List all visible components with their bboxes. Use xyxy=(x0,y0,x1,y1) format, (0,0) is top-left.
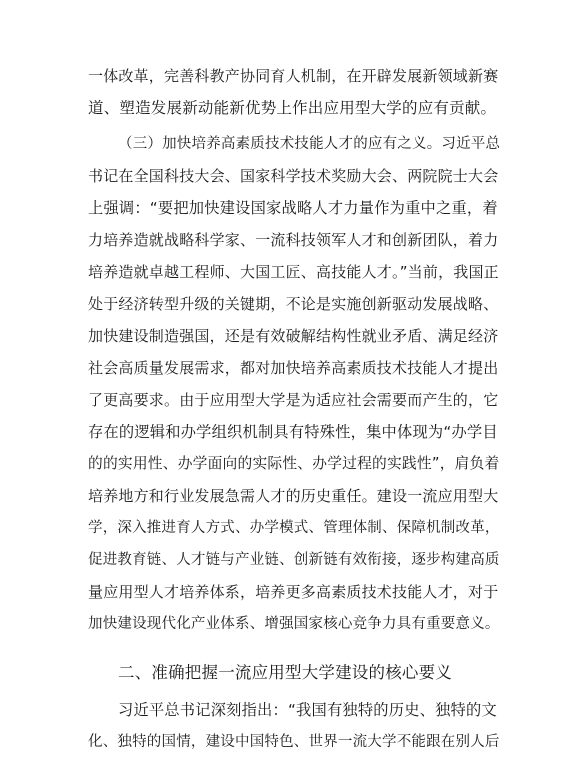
text-line: 培养造就卓越工程师、大国工匠、高技能人才。”当前，我国正 xyxy=(88,263,499,281)
text-line: 了更高要求。由于应用型大学是为适应社会需要而产生的，它 xyxy=(88,391,499,409)
text-line: （三）加快培养高素质技术技能人才的应有之义。习近平总 xyxy=(118,136,501,152)
text-line: 书记在全国科技大会、国家科学技术奖励大会、两院院士大会 xyxy=(88,167,499,185)
text-line: 的的实用性、办学面向的实际性、办学过程的实践性”，肩负着 xyxy=(88,455,500,472)
text-line: 化、独特的国情，建设中国特色、世界一流大学不能跟在别人后 xyxy=(88,734,500,750)
text-line: 加快建设制造强国，还是有效破解结构性就业矛盾、满足经济 xyxy=(88,327,499,345)
text-line: 力培养造就战略科学家、一流科技领军人才和创新团队，着力 xyxy=(88,231,499,249)
text-line: 加快建设现代化产业体系、增强国家核心竞争力具有重要意义。 xyxy=(88,616,500,632)
text-line: 上强调：“要把加快建设国家战略人才力量作为重中之重，着 xyxy=(88,199,498,217)
text-line: 一体改革，完善科教产协同育人机制，在开辟发展新领域新赛 xyxy=(88,67,499,85)
text-line: 量应用型人才培养体系，培养更多高素质技术技能人才，对于 xyxy=(88,583,499,601)
section-heading: 二、准确把握一流应用型大学建设的核心要义 xyxy=(118,663,452,682)
text-line: 处于经济转型升级的关键期，不论是实施创新驱动发展战略、 xyxy=(88,295,499,313)
text-line: 道、塑造发展新动能新优势上作出应用型大学的应有贡献。 xyxy=(88,99,497,117)
text-line: 习近平总书记深刻指出：“我国有独特的历史、独特的文 xyxy=(118,701,497,719)
text-line: 存在的逻辑和办学组织机制具有特殊性，集中体现为“办学目 xyxy=(88,423,498,441)
text-line: 培养地方和行业发展急需人才的历史重任。建设一流应用型大 xyxy=(88,487,499,505)
text-line: 学，深入推进育人方式、办学模式、管理体制、保障机制改革， xyxy=(88,520,500,536)
text-line: 社会高质量发展需求，都对加快培养高素质技术技能人才提出 xyxy=(88,359,499,377)
text-line: 促进教育链、人才链与产业链、创新链有效衔接，逐步构建高质 xyxy=(88,552,500,568)
